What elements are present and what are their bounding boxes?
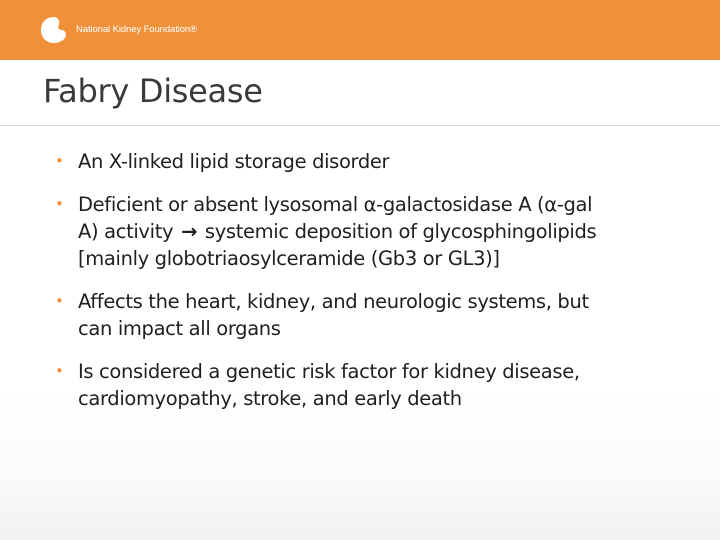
bullet-item	[55, 358, 695, 412]
bullet-marker: •	[55, 152, 64, 170]
bullet-text-line: cardiomyopathy, stroke, and early death	[78, 387, 462, 410]
slide-title: Fabry Disease	[43, 72, 263, 110]
bullet-marker: •	[55, 362, 64, 380]
nkf-logo	[38, 14, 197, 46]
bullet-list	[55, 148, 695, 428]
bullet-item	[55, 191, 695, 272]
right-arrow-icon: →	[181, 220, 198, 243]
header-band	[0, 0, 720, 60]
bullet-text-segment: A) activity	[78, 220, 174, 243]
bullet-marker: •	[55, 195, 64, 213]
bullet-text-segment: systemic deposition of glycosphingolipids	[204, 220, 597, 243]
bullet-text-line	[78, 218, 695, 245]
bullet-text-line: An X-linked lipid storage disorder	[78, 150, 390, 173]
bullet-item	[55, 148, 695, 175]
bullet-text-line: Affects the heart, kidney, and neurologic systems, but	[78, 290, 589, 313]
bullet-text-line: Is considered a genetic risk factor for kidney disease,	[78, 360, 580, 383]
kidney-bean-logo-icon	[38, 14, 70, 46]
bullet-marker: •	[55, 292, 64, 310]
logo-wordmark: National Kidney Foundation®	[76, 24, 198, 36]
bullet-text-line: [mainly globotriaosylceramide (Gb3 or GL3)]	[78, 247, 500, 270]
bullet-text-line: can impact all organs	[78, 317, 281, 340]
bullet-item	[55, 288, 695, 342]
title-divider	[0, 125, 720, 126]
bullet-text-line: Deficient or absent lysosomal α-galactosidase A (α-gal	[78, 193, 593, 216]
